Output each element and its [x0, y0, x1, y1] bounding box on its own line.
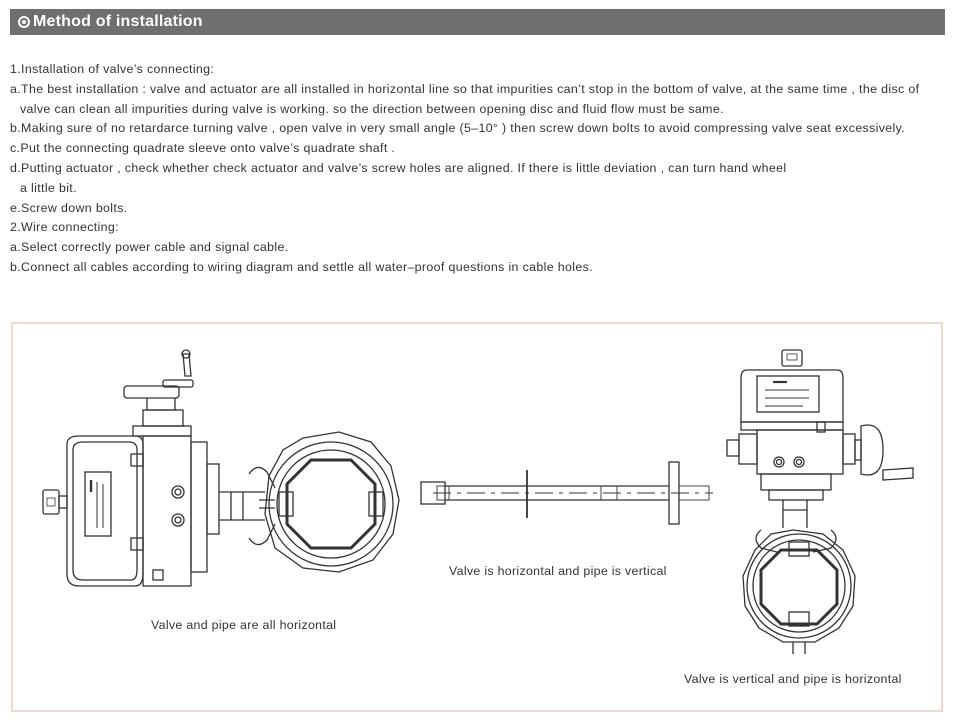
instruction-line: d.Putting actuator , check whether check actuator and valve’s screw holes are aligned. If there is little deviation , can turn hand wheel — [10, 160, 787, 175]
caption-valve-vertical: Valve is vertical and pipe is horizontal — [684, 672, 902, 686]
instruction-line: a.The best installation : valve and actuator are all installed in horizontal line so that impurities can’t stop in the bottom of valve, at the same time , the disc of — [10, 81, 920, 96]
caption-all-horizontal: Valve and pipe are all horizontal — [151, 618, 337, 632]
section-title: Method of installation — [33, 13, 203, 30]
instruction-line: a little bit. — [20, 180, 77, 195]
installation-drawings — [13, 324, 941, 710]
drawing-valve-horizontal — [421, 462, 713, 524]
instruction-line: e.Screw down bolts. — [10, 200, 128, 215]
instruction-line: b.Making sure of no retardarce turning valve , open valve in very small angle (5–10° ) then screw down bolts to avoid compressing valve seat excessively. — [10, 121, 906, 136]
instruction-line: c.Put the connecting quadrate sleeve onto valve’s quadrate shaft . — [10, 141, 396, 156]
caption-valve-horizontal: Valve is horizontal and pipe is vertical — [449, 564, 667, 578]
instruction-line: 1.Installation of valve’s connecting: — [10, 62, 215, 76]
installation-figures — [11, 322, 943, 712]
drawing-valve-vertical — [727, 350, 913, 654]
instruction-line: b.Connect all cables according to wiring diagram and settle all water–proof questions in cable holes. — [10, 259, 593, 274]
drawing-all-horizontal — [43, 350, 399, 586]
double-circle-icon — [18, 16, 30, 28]
instruction-line: 2.Wire connecting: — [10, 220, 119, 235]
section-header — [10, 9, 945, 35]
instruction-line: valve can clean all impurities during valve is working. so the direction between opening disc and fluid flow must be same. — [20, 101, 724, 116]
instruction-line: a.Select correctly power cable and signal cable. — [10, 240, 289, 255]
installation-instructions — [10, 60, 955, 278]
